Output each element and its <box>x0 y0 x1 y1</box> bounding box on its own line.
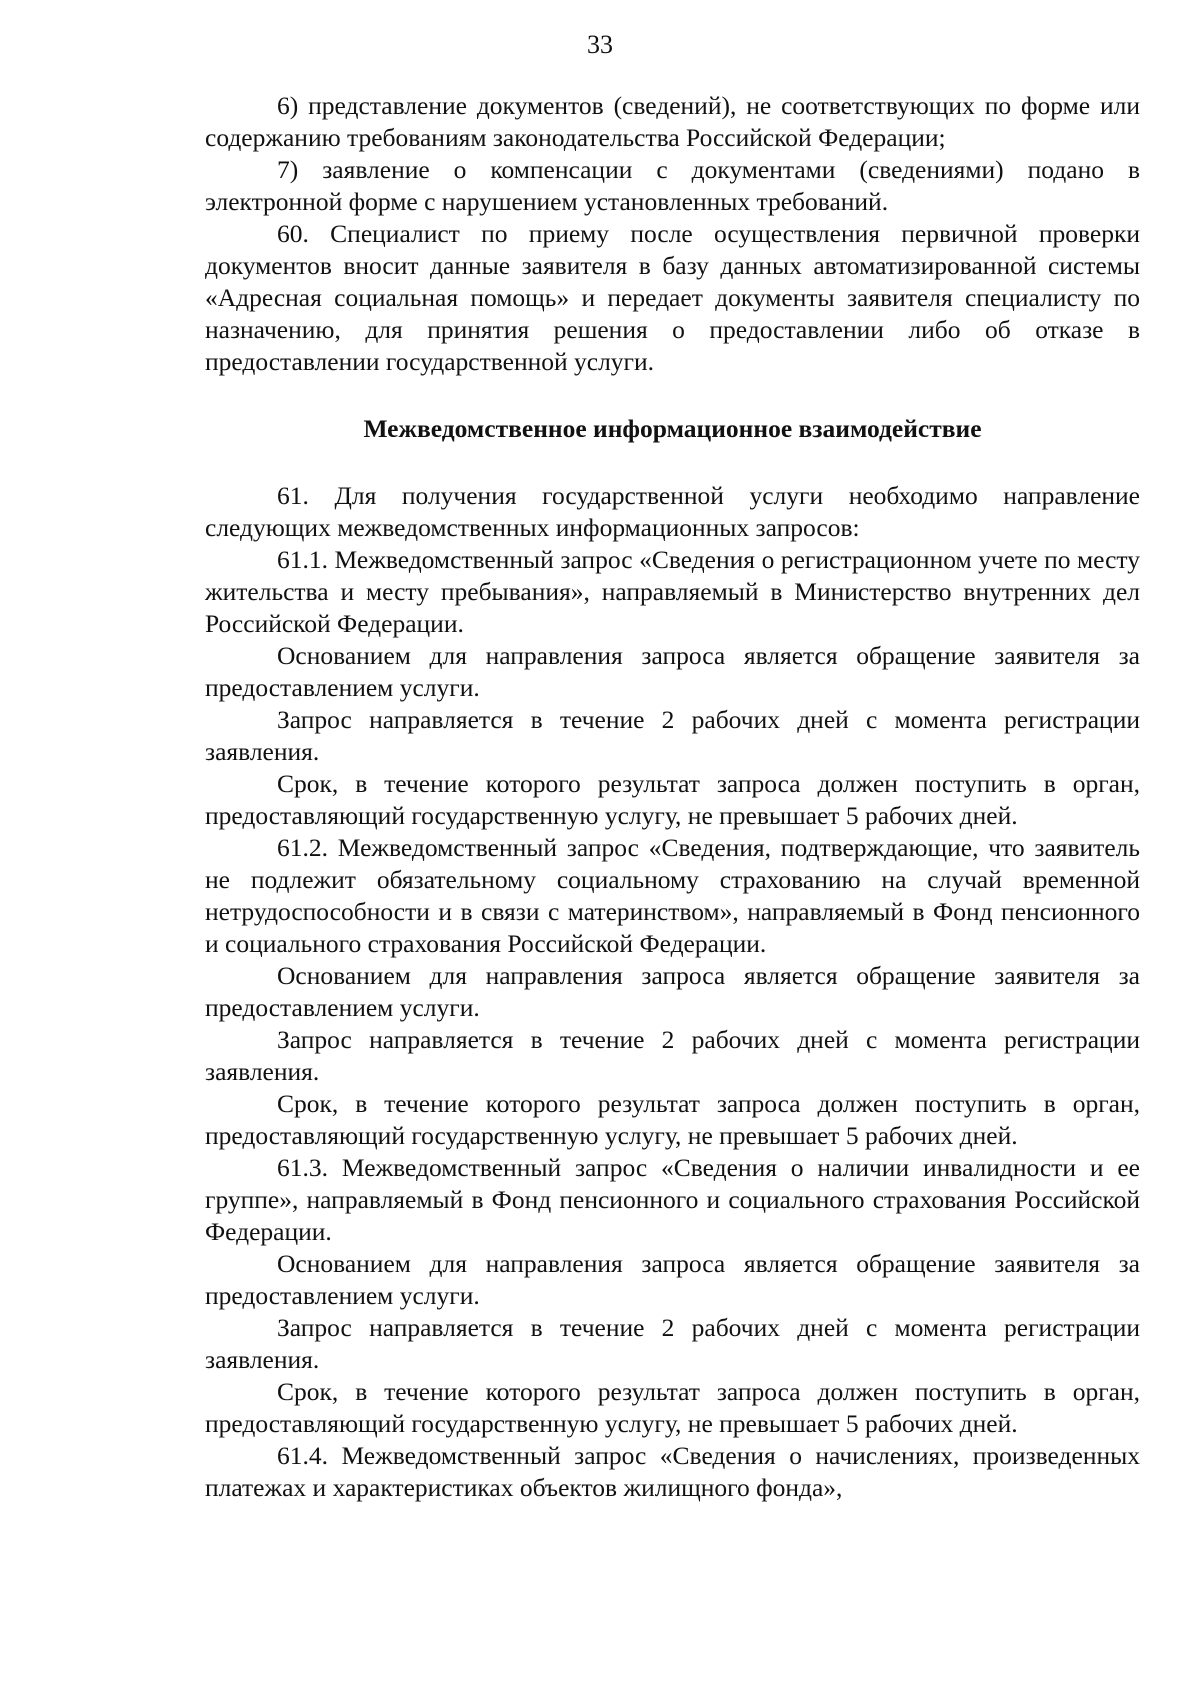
clause-61: 61. Для получения государственной услуги необходимо направление следующих межведомственных информационных запросов: <box>205 481 1140 542</box>
paragraph: Запрос направляется в течение 2 рабочих дней с момента регистрации заявления. <box>205 705 1140 766</box>
paragraph: Срок, в течение которого результат запроса должен поступить в орган, предоставляющий государственную услугу, не превышает 5 рабочих дней. <box>205 769 1140 830</box>
clause-61-4: 61.4. Межведомственный запрос «Сведения о начислениях, произведенных платежах и характеристиках объектов жилищного фонда», <box>205 1441 1140 1502</box>
paragraph: Запрос направляется в течение 2 рабочих дней с момента регистрации заявления. <box>205 1313 1140 1374</box>
section-heading: Межведомственное информационное взаимодействие <box>363 414 982 443</box>
page-number: 33 <box>587 30 613 59</box>
paragraph: Срок, в течение которого результат запроса должен поступить в орган, предоставляющий государственную услугу, не превышает 5 рабочих дней. <box>205 1089 1140 1150</box>
paragraph: Запрос направляется в течение 2 рабочих дней с момента регистрации заявления. <box>205 1025 1140 1086</box>
paragraph: Основанием для направления запроса является обращение заявителя за предоставлением услуги. <box>205 1249 1140 1310</box>
clause-60: 60. Специалист по приему после осуществления первичной проверки документов вносит данные заявителя в базу данных автоматизированной системы «Адресная социальная помощь» и передает документы заявителя специалисту по назначению, для принятия решения о предоставлении либо об отказе в предоставлении государственной услуги. <box>205 219 1140 376</box>
clause-61-3: 61.3. Межведомственный запрос «Сведения о наличии инвалидности и ее группе», направляемый в Фонд пенсионного и социального страхования Российской Федерации. <box>205 1153 1140 1246</box>
list-item-6: 6) представление документов (сведений), не соответствующих по форме или содержанию требованиям законодательства Российской Федерации; <box>205 91 1140 152</box>
paragraph: Срок, в течение которого результат запроса должен поступить в орган, предоставляющий государственную услугу, не превышает 5 рабочих дней. <box>205 1377 1140 1438</box>
list-item-7: 7) заявление о компенсации с документами (сведениями) подано в электронной форме с нарушением установленных требований. <box>205 155 1140 216</box>
clause-61-1: 61.1. Межведомственный запрос «Сведения о регистрационном учете по месту жительства и месту пребывания», направляемый в Министерство внутренних дел Российской Федерации. <box>205 545 1140 638</box>
clause-61-2: 61.2. Межведомственный запрос «Сведения, подтверждающие, что заявитель не подлежит обязательному социальному страхованию на случай временной нетрудоспособности и в связи с материнством», направляемый в Фонд пенсионного и социального страхования Российской Федерации. <box>205 833 1140 958</box>
document-body <box>205 90 1140 1504</box>
paragraph: Основанием для направления запроса является обращение заявителя за предоставлением услуги. <box>205 641 1140 702</box>
paragraph: Основанием для направления запроса является обращение заявителя за предоставлением услуги. <box>205 961 1140 1022</box>
